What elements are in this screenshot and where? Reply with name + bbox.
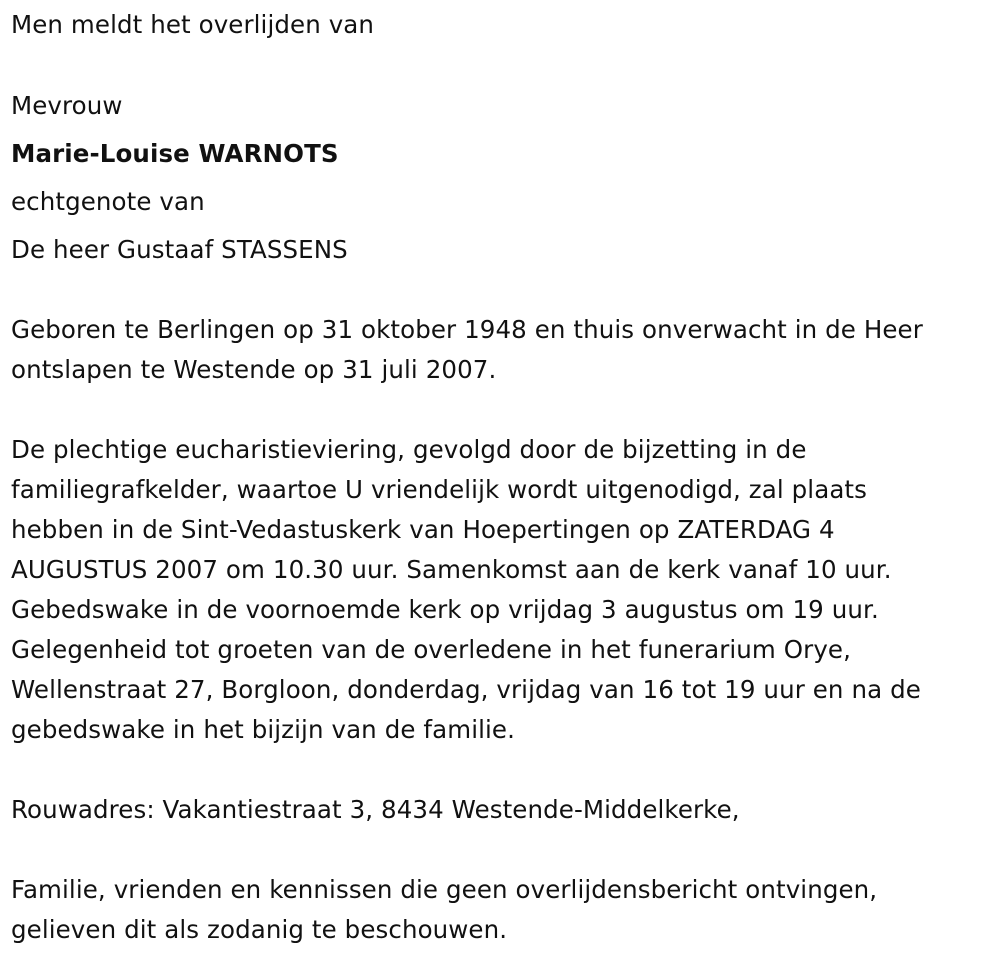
ceremony-line-1: De plechtige eucharistieviering, gevolgd door de bijzetting in de	[11, 435, 807, 464]
spouse-name: De heer Gustaaf STASSENS	[11, 235, 348, 264]
ceremony-line-5: Gebedswake in de voornoemde kerk op vrijdag 3 augustus om 19 uur.	[11, 595, 879, 624]
ceremony-line-8: gebedswake in het bijzijn van de familie.	[11, 715, 515, 744]
closing-line-1: Familie, vrienden en kennissen die geen overlijdensbericht ontvingen,	[11, 875, 878, 904]
ceremony-line-6: Gelegenheid tot groeten van de overledene in het funerarium Orye,	[11, 635, 851, 664]
relation-text: echtgenote van	[11, 187, 205, 216]
deceased-name: Marie-Louise WARNOTS	[11, 139, 339, 168]
ceremony-line-7: Wellenstraat 27, Borgloon, donderdag, vrijdag van 16 tot 19 uur en na de	[11, 675, 921, 704]
birth-death-line-2: ontslapen te Westende op 31 juli 2007.	[11, 355, 497, 384]
ceremony-line-3: hebben in de Sint-Vedastuskerk van Hoepertingen op ZATERDAG 4	[11, 515, 835, 544]
mourning-address: Rouwadres: Vakantiestraat 3, 8434 Westende-Middelkerke,	[11, 795, 740, 824]
honorific: Mevrouw	[11, 91, 123, 120]
intro-text: Men meldt het overlijden van	[11, 10, 375, 39]
birth-death-line-1: Geboren te Berlingen op 31 oktober 1948 en thuis onverwacht in de Heer	[11, 315, 923, 344]
ceremony-line-4: AUGUSTUS 2007 om 10.30 uur. Samenkomst aan de kerk vanaf 10 uur.	[11, 555, 892, 584]
ceremony-line-2: familiegrafkelder, waartoe U vriendelijk wordt uitgenodigd, zal plaats	[11, 475, 868, 504]
closing-line-2: gelieven dit als zodanig te beschouwen.	[11, 915, 508, 944]
